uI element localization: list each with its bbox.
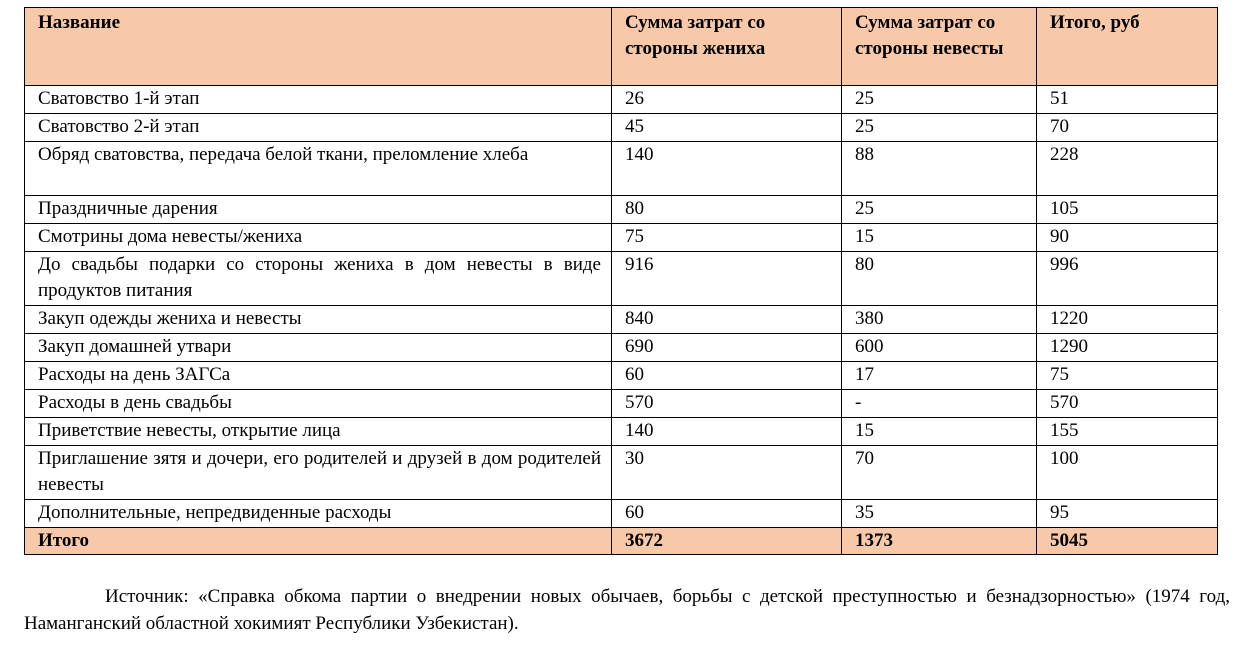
row-total: 95 (1037, 500, 1218, 528)
header-row (25, 8, 1218, 86)
row-groom: 916 (612, 252, 842, 306)
row-bride: - (842, 390, 1037, 418)
row-name: Сватовство 2-й этап (25, 114, 612, 142)
row-groom: 60 (612, 500, 842, 528)
row-name: Сватовство 1-й этап (25, 86, 612, 114)
row-name: Расходы на день ЗАГСа (25, 362, 612, 390)
wedding-cost-table (24, 7, 1218, 555)
row-groom: 60 (612, 362, 842, 390)
row-groom: 26 (612, 86, 842, 114)
table-row (25, 252, 1218, 306)
table-row (25, 500, 1218, 528)
row-total: 51 (1037, 86, 1218, 114)
total-label: Итого (25, 528, 612, 555)
table-row (25, 114, 1218, 142)
row-bride: 600 (842, 334, 1037, 362)
header-total: Итого, руб (1037, 8, 1218, 86)
row-total: 570 (1037, 390, 1218, 418)
row-bride: 35 (842, 500, 1037, 528)
row-groom: 690 (612, 334, 842, 362)
total-row (25, 528, 1218, 555)
table-row (25, 142, 1218, 196)
table-row (25, 196, 1218, 224)
row-name: Расходы в день свадьбы (25, 390, 612, 418)
table-row (25, 86, 1218, 114)
table-row (25, 418, 1218, 446)
row-groom: 75 (612, 224, 842, 252)
row-groom: 840 (612, 306, 842, 334)
table-row (25, 334, 1218, 362)
row-total: 100 (1037, 446, 1218, 500)
table-body (25, 86, 1218, 528)
row-bride: 25 (842, 114, 1037, 142)
total-bride: 1373 (842, 528, 1037, 555)
row-total: 70 (1037, 114, 1218, 142)
row-total: 1290 (1037, 334, 1218, 362)
row-total: 105 (1037, 196, 1218, 224)
row-bride: 380 (842, 306, 1037, 334)
row-bride: 15 (842, 224, 1037, 252)
row-name: Праздничные дарения (25, 196, 612, 224)
row-bride: 70 (842, 446, 1037, 500)
row-name: Закуп домашней утвари (25, 334, 612, 362)
row-name: До свадьбы подарки со стороны жениха в дом невесты в виде продуктов питания (25, 252, 612, 306)
row-bride: 15 (842, 418, 1037, 446)
table-row (25, 306, 1218, 334)
row-bride: 80 (842, 252, 1037, 306)
total-groom: 3672 (612, 528, 842, 555)
row-total: 155 (1037, 418, 1218, 446)
row-total: 90 (1037, 224, 1218, 252)
row-bride: 88 (842, 142, 1037, 196)
row-groom: 140 (612, 418, 842, 446)
row-total: 996 (1037, 252, 1218, 306)
row-name: Обряд сватовства, передача белой ткани, преломление хлеба (25, 142, 612, 196)
total-sum: 5045 (1037, 528, 1218, 555)
row-name: Дополнительные, непредвиденные расходы (25, 500, 612, 528)
row-groom: 140 (612, 142, 842, 196)
header-name: Название (25, 8, 612, 86)
row-total: 1220 (1037, 306, 1218, 334)
row-bride: 25 (842, 86, 1037, 114)
row-total: 228 (1037, 142, 1218, 196)
row-groom: 45 (612, 114, 842, 142)
table-row (25, 224, 1218, 252)
table-row (25, 390, 1218, 418)
table-row (25, 446, 1218, 500)
row-bride: 17 (842, 362, 1037, 390)
row-groom: 570 (612, 390, 842, 418)
table-row (25, 362, 1218, 390)
table-footer (25, 528, 1218, 555)
row-groom: 80 (612, 196, 842, 224)
header-bride-cost: Сумма затрат со стороны невесты (842, 8, 1037, 86)
row-bride: 25 (842, 196, 1037, 224)
row-name: Приглашение зятя и дочери, его родителей и друзей в дом родителей невесты (25, 446, 612, 500)
row-name: Приветствие невесты, открытие лица (25, 418, 612, 446)
source-note: Источник: «Справка обкома партии о внедрении новых обычаев, борьбы с детской преступностью и безнадзорностью» (1974 год, Наманганский областной хокимият Республики Узбекистан). (24, 586, 1230, 634)
row-groom: 30 (612, 446, 842, 500)
header-groom-cost: Сумма затрат со стороны жениха (612, 8, 842, 86)
row-name: Смотрины дома невесты/жениха (25, 224, 612, 252)
row-name: Закуп одежды жениха и невесты (25, 306, 612, 334)
row-total: 75 (1037, 362, 1218, 390)
table-header (25, 8, 1218, 86)
